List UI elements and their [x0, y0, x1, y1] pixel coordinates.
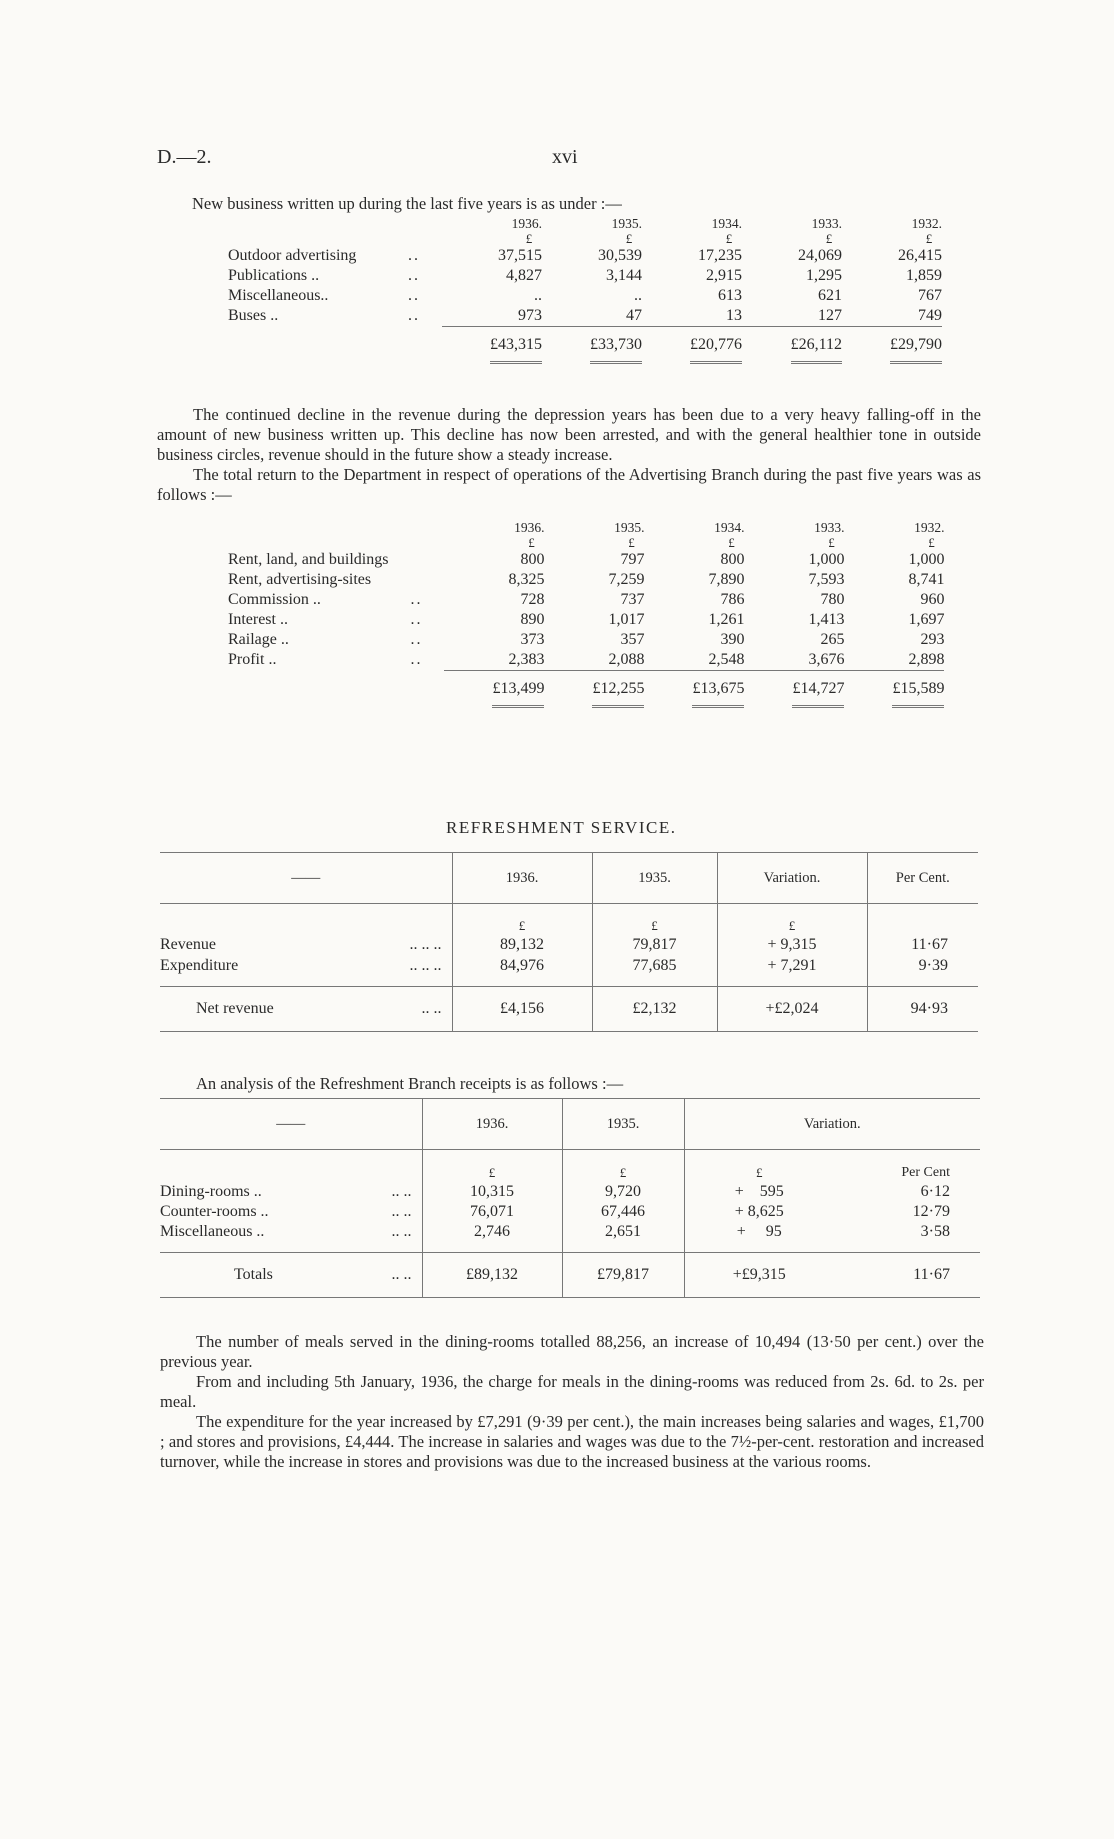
table-row: Outdoor advertising .. 37,515 30,539 17,235 24,069 26,415: [228, 247, 942, 264]
pound-sign: £: [725, 231, 733, 246]
column-header: 1935.: [562, 1099, 684, 1150]
pound-sign: £: [562, 1164, 684, 1182]
totals-row: Totals .. .. £89,132 £79,817 +£9,315 11·67: [160, 1253, 980, 1298]
pound-sign: £: [525, 231, 533, 246]
pound-sign: £: [625, 231, 633, 246]
table-row: Rent, advertising-sites 8,325 7,259 7,890 7,593 8,741: [228, 571, 945, 588]
pound-sign: £: [717, 918, 867, 934]
section-title: REFRESHMENT SERVICE.: [446, 818, 677, 837]
pound-sign: £: [422, 1164, 562, 1182]
new-business-table: [228, 216, 942, 364]
row-label: Publications ..: [228, 267, 320, 284]
paragraph-charge: From and including 5th January, 1936, the charge for meals in the dining-rooms was reduced from 2s. 6d. to 2s. per meal.: [160, 1372, 984, 1411]
table-row: Revenue .. .. .. 89,132 79,817 + 9,315 11·67: [160, 934, 978, 955]
net-revenue-row: Net revenue .. .. £4,156 £2,132 +£2,024 94·93: [160, 987, 978, 1032]
row-label: Miscellaneous ..: [160, 1223, 265, 1240]
paragraph-meals: The number of meals served in the dining-rooms totalled 88,256, an increase of 10,494 (13·50 per cent.) over the previous year.: [160, 1332, 984, 1371]
per-cent-label: Per Cent: [901, 1165, 950, 1180]
year-header: 1934.: [711, 216, 742, 231]
year-header: 1932.: [911, 216, 942, 231]
pound-sign: £: [825, 231, 833, 246]
pound-sign: £: [452, 918, 592, 934]
column-header: 1936.: [422, 1099, 562, 1150]
row-label: Counter-rooms ..: [160, 1203, 269, 1220]
table-row: Miscellaneous .. .. .. 2,746 2,651 + 95 3·58: [160, 1223, 950, 1240]
year-header: 1934.: [714, 520, 745, 535]
table-row: Publications .. .. 4,827 3,144 2,915 1,295 1,859: [228, 267, 942, 284]
table-row: Commission .. .. 728 737 786 780 960: [228, 591, 945, 608]
row-label: Commission ..: [228, 591, 321, 608]
row-label: Rent, land, and buildings: [228, 551, 389, 568]
totals-row: £43,315 £33,730 £20,776 £26,112 £29,790: [228, 327, 942, 365]
year-header: 1932.: [914, 520, 945, 535]
paragraph-total-return: The total return to the Department in respect of operations of the Advertising Branch during the past five years was as follows :—: [157, 465, 981, 504]
row-label: Profit ..: [228, 651, 277, 669]
row-label: Revenue: [160, 935, 216, 953]
table-row: Railage .. .. 373 357 390 265 293: [228, 631, 945, 648]
column-header: 1935.: [592, 853, 717, 904]
paragraph-decline: The continued decline in the revenue during the depression years has been due to a very heavy falling-off in the amount of new business written up. This decline has now been arrested, and with the general healthier tone in outside business circles, revenue should in the future show a steady increase.: [157, 405, 981, 464]
column-header: 1936.: [452, 853, 592, 904]
row-label: Dining-rooms ..: [160, 1183, 262, 1200]
table-row: Dining-rooms .. .. .. 10,315 9,720 + 595 6·12: [160, 1183, 950, 1200]
new-business-intro: New business written up during the last five years is as under :—: [192, 194, 622, 213]
table-row: Miscellaneous.. .. .. .. 613 621 767: [228, 287, 942, 304]
pound-sign: £: [592, 918, 717, 934]
pound-sign: £: [925, 231, 933, 246]
analysis-table: —— 1936. 1935. Variation. £ £ £ Per Cent Dining-rooms .. .. .. 10,315 9,720 + 595 6·12 Counter-rooms .. .. .. 76,071 67,446 + 8,625 12·79 Miscellaneous .. .. .. 2,746 2,651 + 95 3·58 Totals .. .. £89,132 £79,817 +£9,315 11·67: [160, 1098, 980, 1298]
row-label: Rent, advertising-sites: [228, 571, 372, 588]
table-row: Buses .. .. 973 47 13 127 749: [228, 306, 942, 327]
refreshment-table: —— 1936. 1935. Variation. Per Cent. £ £ £ Revenue .. .. .. 89,132 79,817 + 9,315 11·67 Expenditure .. .. .. 84,976 77,685 + 7,291 9·39 Net revenue .. .. £4,156 £2,132 +£2,024 94·93: [160, 852, 978, 1032]
year-header: 1936.: [514, 520, 545, 535]
year-header: 1936.: [511, 216, 542, 231]
pound-sign: £: [728, 535, 735, 550]
row-label: Buses ..: [228, 307, 279, 325]
year-header: 1933.: [814, 520, 845, 535]
table-row: Profit .. .. 2,383 2,088 2,548 3,676 2,898: [228, 650, 944, 671]
pound-sign: £: [684, 1164, 834, 1182]
column-header: Per Cent.: [867, 853, 978, 904]
column-header: Variation.: [684, 1099, 980, 1150]
row-label: Expenditure: [160, 956, 239, 974]
paragraph-expenditure: The expenditure for the year increased by £7,291 (9·39 per cent.), the main increases being salaries and wages, £1,700 ; and stores and provisions, £4,444. The increase in salaries and wages was due to the 7½-per-cent. restoration and increased turnover, while the increase in stores and provisions was due to the increased business at the various rooms.: [160, 1412, 984, 1471]
totals-row: £13,499 £12,255 £13,675 £14,727 £15,589: [228, 671, 944, 709]
row-label: Outdoor advertising: [228, 247, 357, 264]
page-reference: D.—2.: [157, 146, 212, 168]
pound-sign: £: [528, 535, 535, 550]
row-label: Miscellaneous..: [228, 287, 329, 304]
analysis-intro: An analysis of the Refreshment Branch receipts is as follows :—: [196, 1074, 624, 1093]
pound-sign: £: [928, 535, 935, 550]
row-label: Interest ..: [228, 611, 288, 628]
table-row: Counter-rooms .. .. .. 76,071 67,446 + 8,625 12·79: [160, 1203, 950, 1220]
table-row: Interest .. .. 890 1,017 1,261 1,413 1,697: [228, 611, 945, 628]
year-header: 1933.: [811, 216, 842, 231]
year-header: 1935.: [614, 520, 645, 535]
row-label: Railage ..: [228, 631, 289, 648]
page-number: xvi: [552, 146, 578, 168]
year-header: 1935.: [611, 216, 642, 231]
pound-sign: £: [828, 535, 835, 550]
pound-sign: £: [628, 535, 635, 550]
row-label: Totals: [234, 1266, 273, 1283]
column-header: Variation.: [717, 853, 867, 904]
table-row: Expenditure .. .. .. 84,976 77,685 + 7,291 9·39: [160, 955, 978, 976]
returns-table: [228, 520, 944, 708]
table-row: Rent, land, and buildings 800 797 800 1,000 1,000: [228, 551, 945, 568]
row-label: Net revenue: [196, 1000, 274, 1017]
